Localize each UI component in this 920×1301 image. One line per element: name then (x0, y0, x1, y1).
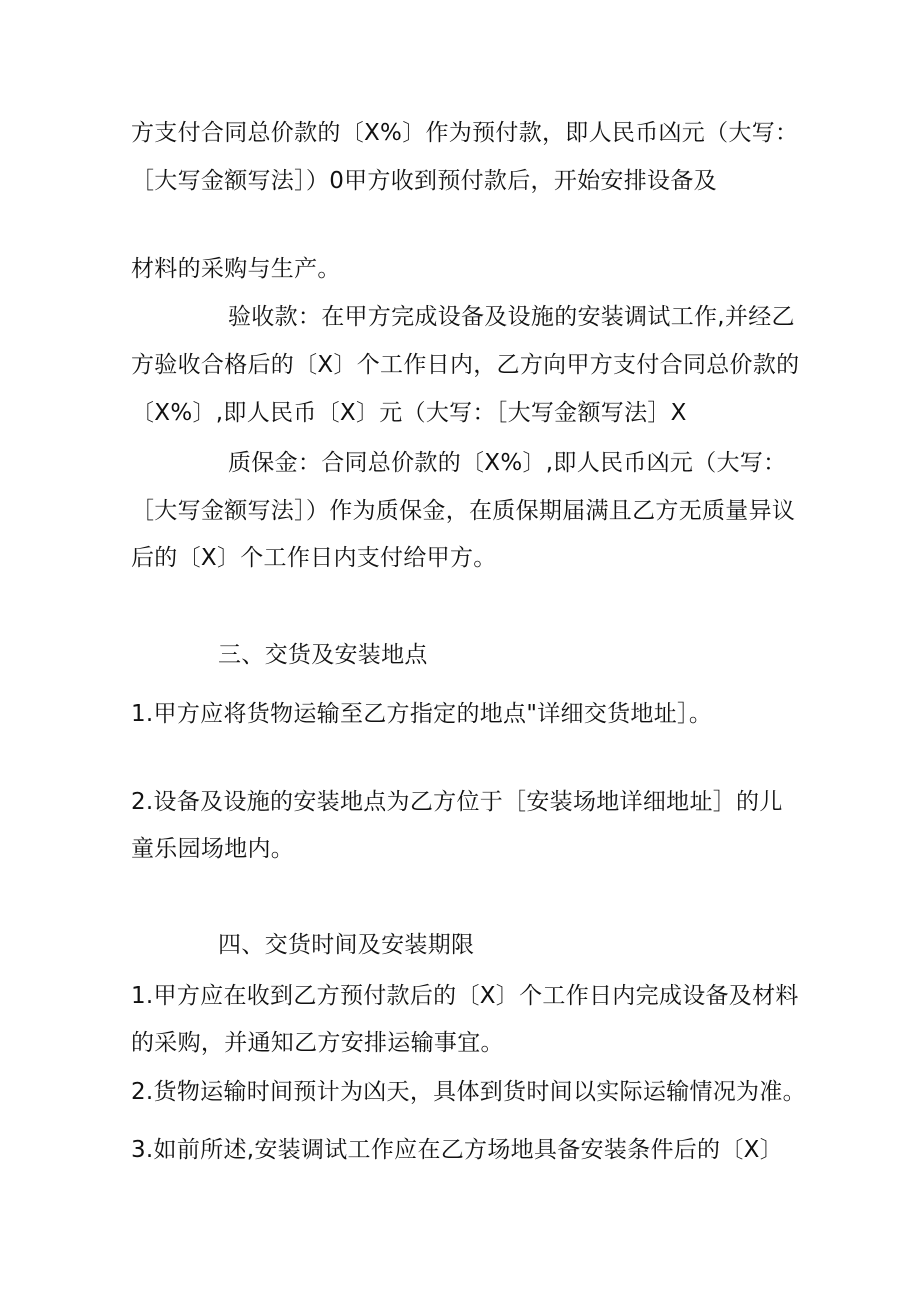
paragraph-line-5: 方验收合格后的〔X〕个工作日内，乙方向甲方支付合同总价款的 (131, 352, 800, 378)
section-heading-4: 四、交货时间及安装期限 (218, 932, 475, 958)
list-item-4-1-cont: 的采购，并通知乙方安排运输事宜。 (131, 1030, 504, 1056)
list-item-4-1: 1.甲方应在收到乙方预付款后的〔X〕个工作日内完成设备及材料 (131, 983, 799, 1009)
paragraph-line-4: 验收款：在甲方完成设备及设施的安装调试工作,并经乙 (228, 304, 795, 330)
section-heading-3: 三、交货及安装地点 (218, 642, 428, 668)
list-item-3-2: 2.设备及设施的安装地点为乙方位于［安装场地详细地址］的儿 (131, 789, 783, 815)
paragraph-line-3: 材料的采购与生产。 (131, 256, 341, 282)
paragraph-line-9: 后的〔X〕个工作日内支付给甲方。 (131, 545, 497, 571)
list-item-4-3: 3.如前所述,安装调试工作应在乙方场地具备安装条件后的〔X〕 (131, 1137, 784, 1163)
list-item-3-1: 1.甲方应将货物运输至乙方指定的地点"详细交货地址］。 (131, 701, 713, 727)
list-item-4-2: 2.货物运输时间预计为凶天，具体到货时间以实际运输情况为准。 (131, 1079, 806, 1105)
list-item-3-2-cont: 童乐园场地内。 (131, 836, 295, 862)
paragraph-line-8: ［大写金额写法］）作为质保金，在质保期届满且乙方无质量异议 (131, 498, 796, 524)
paragraph-line-7: 质保金：合同总价款的〔X%〕,即人民币凶元（大写： (228, 450, 787, 476)
paragraph-line-6: 〔X%〕,即人民币〔X〕元（大写：［大写金额写法］X (131, 400, 687, 426)
paragraph-line-1: 方支付合同总价款的〔X%〕作为预付款，即人民币凶元（大写： (131, 120, 799, 146)
paragraph-line-2: ［大写金额写法］）0甲方收到预付款后，开始安排设备及 (131, 168, 717, 194)
